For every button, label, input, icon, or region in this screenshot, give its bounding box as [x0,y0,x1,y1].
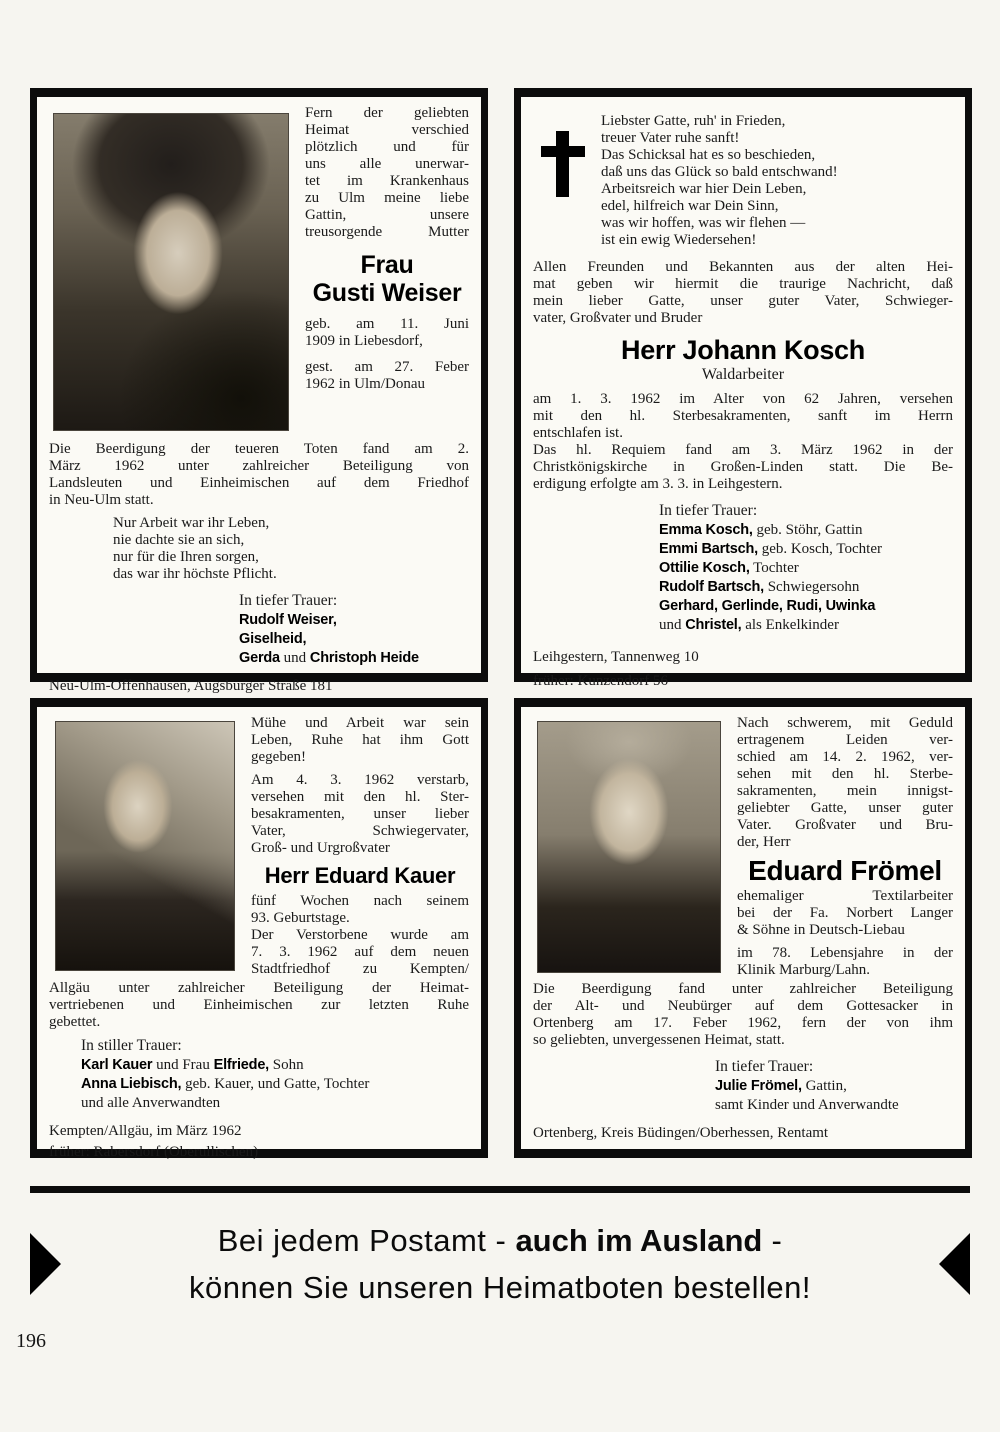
mourner-text: und [659,617,686,633]
kosch-announcement-paragraph [533,259,953,327]
text-line: nie dachte sie an sich, [113,532,245,548]
text-line: Ortenberg, Kreis Büdingen/Oberhessen, Rentamt [533,1125,829,1141]
kauer-top-row [49,715,469,978]
text-line: gest. am 27. Feber [305,359,469,375]
mourner-name: Giselheid, [239,631,307,647]
weiser-poem [113,515,469,583]
kosch-mourners-list [659,521,953,635]
mourner-name: Christoph Heide [309,650,419,666]
obituary-kosch [514,88,972,689]
text-line: Kempten/Allgäu, im März 1962 [49,1123,242,1139]
mourner-text: und Frau [152,1057,214,1073]
banner-bold-text: auch im Ausland [515,1223,763,1258]
weiser-death-date [305,359,469,393]
mourner-name: Rudolf Bartsch, [659,579,764,595]
text-line: fünf Wochen nach seinem [251,893,469,909]
text-line: Der Verstorbene wurde am [251,927,469,943]
mourner-name: Gerda [239,650,280,666]
mourner-line [659,559,953,578]
text-line: Leben, Ruhe hat ihm Gott [251,732,469,748]
text-line: Stadtfriedhof zu Kempten/ [251,961,469,977]
portrait-photo-eduard-froemel [537,721,721,973]
text-line: daß uns das Glück so bald entschwand! [601,164,838,180]
text-line: früher: Kunzendorf 56 [533,673,668,689]
text-line: Vater, Schwiegervater, [251,823,469,839]
weiser-mourners-list [239,611,469,668]
text-line: Liebster Gatte, ruh' in Frieden, [601,113,786,129]
mourner-text: Gattin, [801,1078,847,1094]
mourner-line [659,578,953,597]
text-line: versehen mit den hl. Ster- [251,789,469,805]
text-line: Groß- und Urgroßvater [251,840,390,856]
text-line: Allgäu unter zahlreicher Beteiligung der Heimat- [49,980,469,996]
text-line: der, Herr [737,834,791,850]
text-line: 7. 3. 1962 auf dem neuen [251,944,469,960]
kauer-mourners-list [81,1056,469,1113]
banner-line-1 [61,1217,939,1264]
weiser-title-prefix: Frau [360,251,414,279]
froemel-funeral-paragraph [533,981,953,1049]
mourner-text: und [279,650,310,666]
mourner-line [81,1056,469,1075]
banner-regular-text: - [762,1223,783,1258]
text-line: Leihgestern, Tannenweg 10 [533,649,699,665]
text-line: Neu-Ulm-Offenhausen, Augsburger Straße 181 [49,678,333,694]
mourner-text: als Enkelkinder [741,617,839,633]
text-line: besakramenten, unser lieber [251,806,469,822]
page-number: 196 [16,1330,46,1352]
cross-horizontal-bar [541,146,585,157]
text-line: Nach schwerem, mit Geduld [737,715,953,731]
mourner-name: Ottilie Kosch, [659,560,750,576]
text-line: Christkönigskirche in Großen-Linden statt. Die Be- [533,459,953,475]
triangle-right-icon [30,1233,61,1295]
text-line: sakramenten, mein innigst- [737,783,953,799]
kosch-funeral-paragraph [533,391,953,493]
mourner-name: Christel, [685,617,742,633]
text-line: entschlafen ist. [533,425,623,441]
kauer-death-paragraph [251,772,469,857]
text-line: ertragenem Leiden ver- [737,732,953,748]
mourner-line [239,611,469,630]
text-line: Am 4. 3. 1962 verstarb, [251,772,469,788]
weiser-birth-date [305,316,469,350]
froemel-clinic-paragraph [737,945,953,979]
banner-text [61,1217,939,1311]
text-line: tet im Krankenhaus [305,173,469,189]
froemel-occupation-paragraph [737,888,953,939]
text-line: Landsleuten und Einheimischen auf dem Friedhof [49,475,469,491]
deceased-name-froemel: Eduard Frömel [748,855,942,886]
text-line: vertriebenen und Einheimischen zur letzten Ruhe [49,997,469,1013]
text-line: Das Schicksal hat es so beschieden, [601,147,816,163]
froemel-top-row [533,715,953,979]
text-line: 1909 in Liebesdorf, [305,333,423,349]
froemel-right-column [737,715,953,979]
text-line: erdigung erfolgte am 3. 3. in Leihgestern. [533,476,783,492]
text-line: Heimat verschied [305,122,469,138]
subscription-banner [30,1186,970,1311]
text-line: & Söhne in Deutsch-Liebau [737,922,905,938]
kosch-poem [601,113,953,249]
text-line: früher: Rabersdorf (Oberullischen) [49,1144,259,1160]
text-line: vater, Großvater und Bruder [533,310,703,326]
mourner-line [715,1077,953,1096]
froemel-mourning-label: In tiefer Trauer: [715,1058,814,1075]
text-line: bei der Fa. Norbert Langer [737,905,953,921]
mourner-line [81,1075,469,1094]
text-line: sehen mit den hl. Sterbe- [737,766,953,782]
text-line: am 1. 3. 1962 im Alter von 62 Jahren, versehen [533,391,953,407]
mourner-name: Gerhard, Gerlinde, Rudi, Uwinka [659,598,876,614]
mourner-name: Anna Liebisch, [81,1076,182,1092]
mourner-text: und alle Anverwandten [81,1095,221,1111]
mourner-line [715,1096,953,1115]
text-line: 1962 in Ulm/Donau [305,376,425,392]
mourner-text: Sohn [269,1057,304,1073]
text-line: Nur Arbeit war ihr Leben, [113,515,270,531]
text-line: schied am 14. 2. 1962, ver- [737,749,953,765]
obituary-weiser [30,88,488,694]
mourner-name: Emma Kosch, [659,522,753,538]
weiser-funeral-paragraph [49,441,469,509]
weiser-intro-paragraph [305,105,469,241]
text-line: März 1962 unter zahlreicher Beteiligung von [49,458,469,474]
mourner-text: geb. Stöhr, Gattin [752,522,863,538]
text-line: ehemaliger Textilarbeiter [737,888,953,904]
latin-cross-icon [541,131,585,197]
text-line: uns alle unerwar- [305,156,469,172]
mourner-line [659,540,953,559]
portrait-photo-gusti-weiser [53,113,289,431]
text-line: mein lieber Gatte, unser guter Vater, Schwieger- [533,293,953,309]
mourner-line [659,521,953,540]
text-line: treuer Vater ruhe sanft! [601,130,740,146]
mourner-text: Tochter [749,560,799,576]
text-line: Die Beerdigung der teueren Toten fand am 2. [49,441,469,457]
text-line: edel, hilfreich war Dein Sinn, [601,198,779,214]
mourner-text: geb. Kosch, Tochter [757,541,882,557]
text-line: zu Ulm meine liebe [305,190,469,206]
cross-vertical-bar [556,131,569,197]
kauer-right-column [251,715,469,978]
banner-regular-text: Bei jedem Postamt - [217,1223,516,1258]
text-line: das war ihr höchste Pflicht. [113,566,277,582]
mourner-name: Karl Kauer [81,1057,153,1073]
text-line: Gattin, unsere [305,207,469,223]
portrait-photo-eduard-kauer [55,721,235,971]
text-line: mit den hl. Sterbesakramenten, sanft im Herrn [533,408,953,424]
text-line: der Alt- und Neubürger auf dem Gottesacker in [533,998,953,1014]
kauer-mourning-label: In stiller Trauer: [81,1037,182,1054]
text-line: gebettet. [49,1014,101,1030]
froemel-intro-paragraph [737,715,953,851]
kosch-address [533,645,953,693]
text-line: 93. Geburtstage. [251,910,350,926]
text-line: Klinik Marburg/Lahn. [737,962,871,978]
kauer-birthday-paragraph [251,893,469,978]
text-line: Das hl. Requiem fand am 3. März 1962 in der [533,442,953,458]
mourner-name: Elfriede, [213,1057,270,1073]
kosch-poem-row [533,105,953,249]
deceased-name-kosch: Herr Johann Kosch [621,335,865,365]
text-line: treusorgende Mutter [305,224,469,240]
mourner-text: geb. Kauer, und Gatte, Tochter [181,1076,370,1092]
text-line: geb. am 11. Juni [305,316,469,332]
mourner-name: Rudolf Weiser, [239,612,337,628]
text-line: Fern der geliebten [305,105,469,121]
text-line: plötzlich und für [305,139,469,155]
banner-line-2: können Sie unseren Heimatboten bestellen! [189,1270,811,1305]
deceased-name-weiser: Gusti Weiser [312,279,462,307]
kosch-mourning-label: In tiefer Trauer: [659,502,758,519]
text-line: was wir hoffen, was wir flehen — [601,215,806,231]
weiser-mourning-label: In tiefer Trauer: [239,592,338,609]
text-line: Mühe und Arbeit war sein [251,715,469,731]
kauer-address [49,1121,469,1163]
mourner-line [239,649,469,668]
text-line: Ortenberg am 17. Feber 1962, fern der von ihm [533,1015,953,1031]
text-line: Die Beerdigung fand unter zahlreicher Beteiligung [533,981,953,997]
text-line: gegeben! [251,749,306,765]
deceased-name-kauer: Herr Eduard Kauer [264,863,456,888]
text-line: so geliebten, unvergessenen Heimat, statt. [533,1032,785,1048]
text-line: im 78. Lebensjahre in der [737,945,953,961]
mourner-line [659,616,953,635]
text-line: Allen Freunden und Bekannten aus der alten Hei- [533,259,953,275]
mourner-line [239,630,469,649]
text-line: geliebter Gatte, unser guter [737,800,953,816]
kosch-occupation: Waldarbeiter [701,366,785,383]
mourner-line [81,1094,469,1113]
mourner-line [659,597,953,616]
mourner-name: Emmi Bartsch, [659,541,758,557]
obituary-kauer [30,698,488,1158]
text-line: nur für die Ihren sorgen, [113,549,259,565]
text-line: mat geben wir hiermit die traurige Nachricht, daß [533,276,953,292]
froemel-address [533,1123,953,1144]
weiser-right-column [305,105,469,393]
kauer-intro-paragraph [251,715,469,766]
mourner-name: Julie Frömel, [715,1078,802,1094]
mourner-text: Schwiegersohn [763,579,860,595]
obituary-froemel [514,698,972,1158]
weiser-top-row [49,105,469,435]
mourner-text: samt Kinder und Anverwandte [715,1097,899,1113]
banner-content [30,1217,970,1311]
text-line: Vater. Großvater und Bru- [737,817,953,833]
text-line: in Neu-Ulm statt. [49,492,154,508]
froemel-mourners-list [715,1077,953,1115]
kauer-funeral-paragraph [49,980,469,1031]
triangle-left-icon [939,1233,970,1295]
text-line: ist ein ewig Wiedersehen! [601,232,757,248]
text-line: Arbeitsreich war hier Dein Leben, [601,181,807,197]
